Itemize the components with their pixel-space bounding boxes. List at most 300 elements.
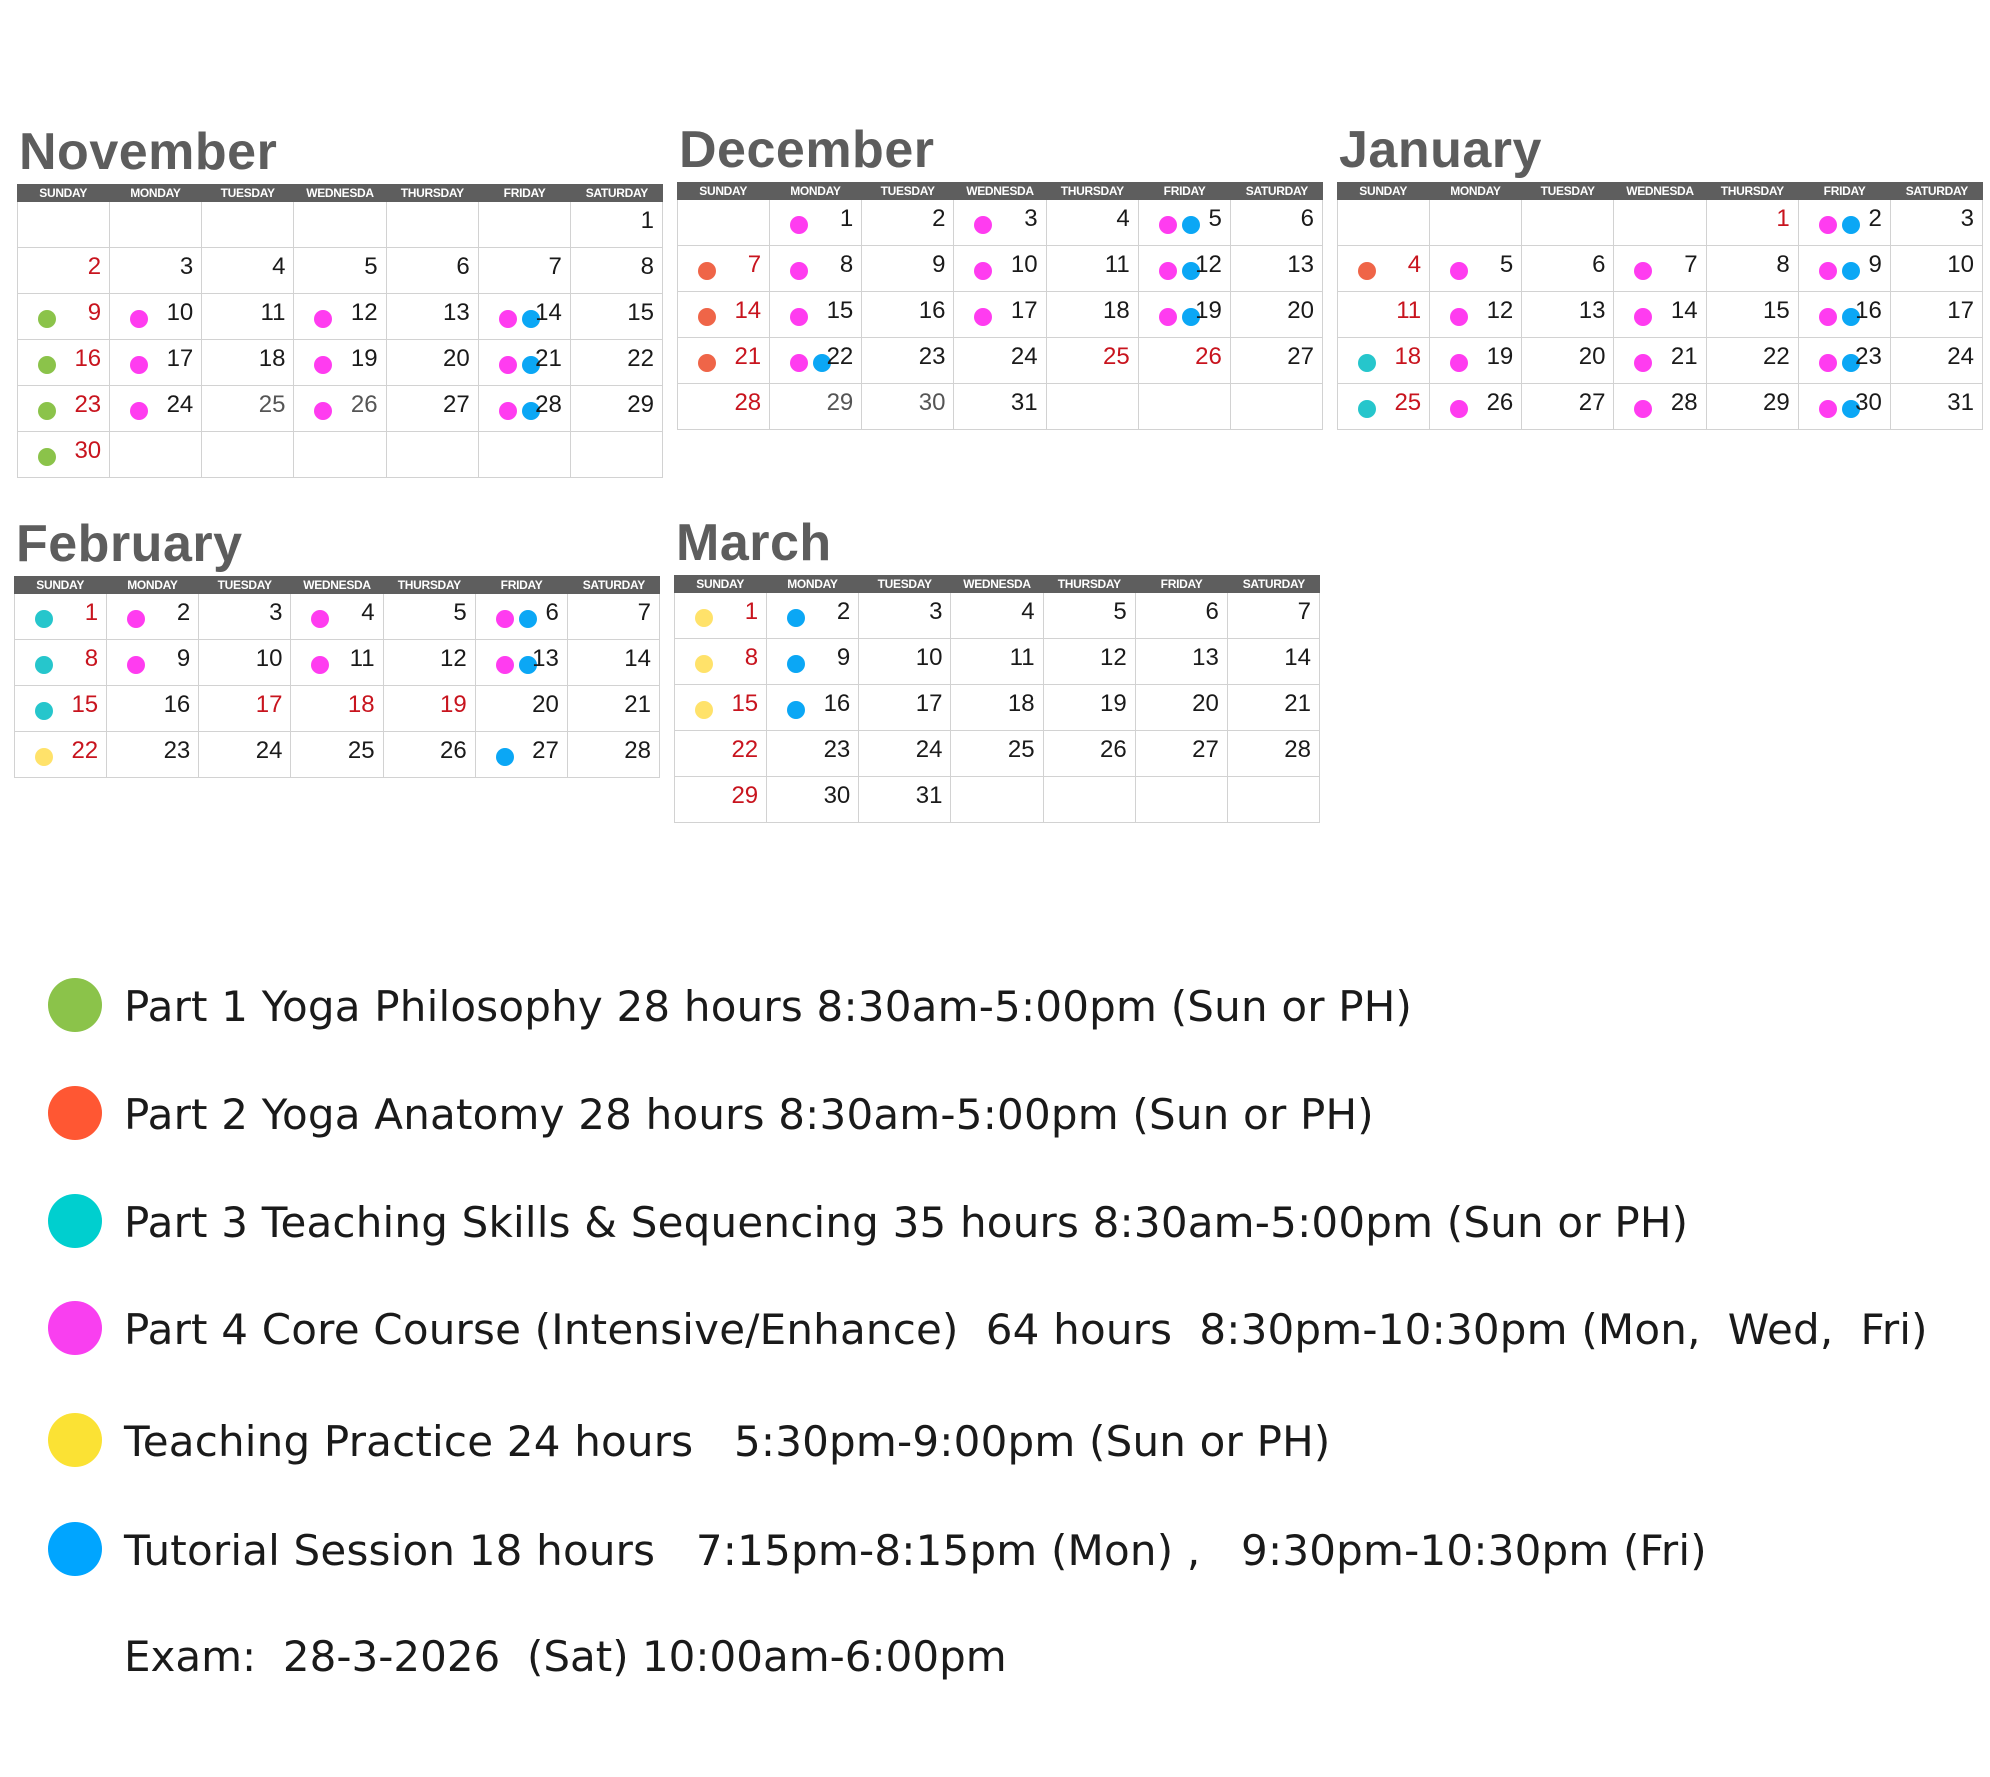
weekday-label: MONDAY bbox=[1450, 184, 1501, 198]
day-number: 12 bbox=[1486, 297, 1514, 324]
day-cell bbox=[859, 593, 951, 639]
day-number: 27 bbox=[1287, 343, 1314, 370]
day-cell bbox=[767, 685, 859, 731]
session-markers bbox=[38, 356, 61, 374]
day-number: 22 bbox=[1763, 343, 1790, 370]
day-number: 21 bbox=[624, 691, 651, 718]
day-cell bbox=[1430, 246, 1522, 292]
empty-day-cell bbox=[110, 202, 202, 248]
day-number: 19 bbox=[1486, 343, 1514, 370]
session-dot-part4 bbox=[130, 402, 148, 420]
day-cell bbox=[1047, 246, 1139, 292]
day-cell bbox=[1044, 593, 1136, 639]
weekday-label: MONDAY bbox=[130, 186, 181, 200]
day-number: 8 bbox=[744, 644, 759, 671]
session-markers bbox=[1634, 354, 1657, 372]
day-cell bbox=[1228, 685, 1320, 731]
day-number: 25 bbox=[1007, 736, 1035, 763]
session-markers bbox=[790, 216, 813, 234]
day-cell bbox=[571, 340, 663, 386]
day-cell bbox=[1614, 292, 1706, 338]
session-markers bbox=[698, 262, 721, 280]
day-cell bbox=[1136, 593, 1228, 639]
day-cell bbox=[859, 777, 951, 823]
empty-day-cell bbox=[479, 202, 571, 248]
day-number: 13 bbox=[1287, 251, 1314, 278]
session-dot-part4 bbox=[130, 356, 148, 374]
weekday-label: TUESDAY bbox=[877, 577, 932, 591]
day-number: 10 bbox=[1010, 251, 1038, 278]
day-number: 5 bbox=[1113, 598, 1127, 625]
empty-day-cell bbox=[1047, 384, 1139, 430]
empty-day-cell bbox=[1231, 384, 1323, 430]
day-number: 10 bbox=[1947, 251, 1974, 278]
weekday-label: FRIDAY bbox=[500, 578, 543, 592]
day-cell bbox=[1047, 200, 1139, 246]
day-number: 15 bbox=[71, 691, 99, 718]
day-cell bbox=[384, 732, 476, 778]
day-number: 5 bbox=[364, 253, 378, 280]
day-cell bbox=[1139, 338, 1231, 384]
day-cell bbox=[294, 248, 386, 294]
day-cell bbox=[1338, 338, 1430, 384]
day-cell bbox=[770, 384, 862, 430]
legend-label-part2: Part 2 Yoga Anatomy 28 hours 8:30am-5:00pm (Sun or PH) bbox=[124, 1090, 1374, 1139]
session-dot-part1 bbox=[38, 356, 56, 374]
session-dot-part1 bbox=[38, 310, 56, 328]
day-number: 31 bbox=[1947, 389, 1974, 416]
day-number: 7 bbox=[548, 253, 562, 280]
session-markers bbox=[698, 308, 721, 326]
session-dot-teaching bbox=[695, 655, 713, 673]
day-number: 10 bbox=[166, 299, 194, 326]
session-dot-part2 bbox=[698, 262, 716, 280]
session-dot-part4 bbox=[499, 402, 517, 420]
session-markers bbox=[1358, 354, 1381, 372]
empty-day-cell bbox=[571, 432, 663, 478]
weekday-label: TUESDAY bbox=[220, 186, 275, 200]
day-cell bbox=[675, 731, 767, 777]
day-number: 23 bbox=[163, 737, 191, 764]
session-dot-part4 bbox=[790, 216, 808, 234]
day-number: 23 bbox=[1855, 343, 1882, 370]
day-cell bbox=[954, 338, 1046, 384]
month-grid bbox=[677, 200, 1323, 430]
month-title: March bbox=[676, 514, 832, 572]
session-markers bbox=[790, 308, 813, 326]
day-number: 22 bbox=[731, 736, 759, 763]
day-number: 2 bbox=[836, 598, 851, 625]
day-cell bbox=[1891, 338, 1983, 384]
session-dot-part4 bbox=[127, 610, 145, 628]
legend-dot-teaching bbox=[48, 1413, 102, 1467]
day-cell bbox=[291, 686, 383, 732]
legend-label-part3: Part 3 Teaching Skills & Sequencing 35 hours 8:30am-5:00pm (Sun or PH) bbox=[124, 1198, 1689, 1247]
day-number: 27 bbox=[532, 737, 559, 764]
day-number: 26 bbox=[1100, 736, 1127, 763]
day-cell bbox=[951, 731, 1043, 777]
session-dot-part4 bbox=[1159, 216, 1177, 234]
day-cell bbox=[1136, 731, 1228, 777]
day-cell bbox=[571, 248, 663, 294]
session-markers bbox=[695, 609, 718, 627]
day-cell bbox=[1044, 639, 1136, 685]
day-cell bbox=[202, 386, 294, 432]
session-dot-part3 bbox=[1358, 400, 1376, 418]
day-cell bbox=[1614, 246, 1706, 292]
day-number: 16 bbox=[918, 297, 946, 324]
day-cell bbox=[1139, 246, 1231, 292]
legend-label-tutorial: Tutorial Session 18 hours 7:15pm-8:15pm (Mon) , 9:30pm-10:30pm (Fri) bbox=[124, 1526, 1707, 1575]
day-number: 11 bbox=[260, 299, 286, 326]
day-cell bbox=[767, 593, 859, 639]
day-number: 23 bbox=[823, 736, 851, 763]
calendar-feb bbox=[14, 510, 660, 778]
day-number: 6 bbox=[1205, 598, 1219, 625]
session-markers bbox=[1450, 400, 1473, 418]
session-dot-part4 bbox=[311, 656, 329, 674]
day-cell bbox=[107, 732, 199, 778]
session-dot-part4 bbox=[1634, 308, 1652, 326]
day-number: 13 bbox=[532, 645, 559, 672]
day-cell bbox=[1136, 639, 1228, 685]
session-dot-part3 bbox=[35, 656, 53, 674]
day-cell bbox=[199, 686, 291, 732]
day-cell bbox=[1136, 685, 1228, 731]
day-number: 21 bbox=[734, 343, 762, 370]
session-markers bbox=[314, 402, 337, 420]
day-cell bbox=[479, 340, 571, 386]
empty-day-cell bbox=[479, 432, 571, 478]
session-markers bbox=[695, 655, 718, 673]
session-markers bbox=[1159, 216, 1205, 234]
day-number: 21 bbox=[1284, 690, 1311, 717]
day-number: 29 bbox=[826, 389, 854, 416]
exam-info: Exam: 28-3-2026 (Sat) 10:00am-6:00pm bbox=[124, 1632, 1007, 1681]
session-dot-part4 bbox=[311, 610, 329, 628]
day-cell bbox=[954, 292, 1046, 338]
day-number: 17 bbox=[255, 691, 283, 718]
day-number: 1 bbox=[84, 599, 99, 626]
day-number: 5 bbox=[453, 599, 467, 626]
session-dot-tutorial bbox=[1842, 216, 1860, 234]
day-number: 29 bbox=[627, 391, 654, 418]
day-number: 1 bbox=[839, 205, 854, 232]
session-dot-part4 bbox=[496, 610, 514, 628]
day-cell bbox=[476, 732, 568, 778]
weekday-label: THURSDAY bbox=[1720, 184, 1784, 198]
day-cell bbox=[15, 732, 107, 778]
session-markers bbox=[38, 448, 61, 466]
day-number: 16 bbox=[74, 345, 102, 372]
day-number: 19 bbox=[350, 345, 378, 372]
session-dot-part3 bbox=[35, 610, 53, 628]
day-cell bbox=[1228, 731, 1320, 777]
day-cell bbox=[1139, 292, 1231, 338]
month-title: November bbox=[19, 123, 278, 181]
weekday-header bbox=[674, 575, 1320, 593]
weekday-label: MONDAY bbox=[787, 577, 838, 591]
day-cell bbox=[951, 685, 1043, 731]
day-cell bbox=[1522, 384, 1614, 430]
weekday-label: SATURDAY bbox=[1905, 184, 1968, 198]
weekday-label: WEDNESDA bbox=[966, 184, 1034, 198]
day-cell bbox=[294, 386, 386, 432]
session-dot-part4 bbox=[1634, 400, 1652, 418]
weekday-header bbox=[677, 182, 1323, 200]
month-grid bbox=[1337, 200, 1983, 430]
day-cell bbox=[862, 246, 954, 292]
session-markers bbox=[1819, 216, 1865, 234]
weekday-label: SUNDAY bbox=[1359, 184, 1408, 198]
session-markers bbox=[496, 610, 542, 628]
session-dot-part4 bbox=[127, 656, 145, 674]
day-number: 23 bbox=[918, 343, 946, 370]
day-number: 3 bbox=[1960, 205, 1974, 232]
day-number: 11 bbox=[349, 645, 375, 672]
day-cell bbox=[770, 200, 862, 246]
day-number: 25 bbox=[347, 737, 375, 764]
day-number: 9 bbox=[176, 645, 191, 672]
day-number: 15 bbox=[826, 297, 854, 324]
session-dot-part4 bbox=[314, 310, 332, 328]
weekday-label: FRIDAY bbox=[1163, 184, 1206, 198]
day-number: 17 bbox=[915, 690, 943, 717]
weekday-label: FRIDAY bbox=[1823, 184, 1866, 198]
day-number: 4 bbox=[1407, 251, 1422, 278]
session-markers bbox=[1358, 400, 1381, 418]
day-number: 2 bbox=[1868, 205, 1882, 232]
day-cell bbox=[1707, 292, 1799, 338]
day-number: 26 bbox=[1486, 389, 1514, 416]
day-number: 18 bbox=[1103, 297, 1130, 324]
weekday-label: THURSDAY bbox=[397, 578, 461, 592]
day-cell bbox=[678, 246, 770, 292]
weekday-label: THURSDAY bbox=[400, 186, 464, 200]
day-cell bbox=[767, 731, 859, 777]
day-cell bbox=[479, 248, 571, 294]
day-cell bbox=[387, 340, 479, 386]
weekday-label: TUESDAY bbox=[880, 184, 935, 198]
legend-label-teaching: Teaching Practice 24 hours 5:30pm-9:00pm (Sun or PH) bbox=[124, 1417, 1331, 1466]
day-cell bbox=[107, 686, 199, 732]
day-cell bbox=[1047, 338, 1139, 384]
calendar-jan bbox=[1337, 116, 1983, 430]
day-cell bbox=[202, 248, 294, 294]
day-number: 25 bbox=[258, 391, 286, 418]
month-grid bbox=[674, 593, 1320, 823]
day-number: 14 bbox=[734, 297, 762, 324]
day-cell bbox=[294, 340, 386, 386]
empty-day-cell bbox=[294, 202, 386, 248]
day-number: 1 bbox=[640, 207, 654, 234]
day-number: 7 bbox=[1297, 598, 1311, 625]
day-cell bbox=[1614, 338, 1706, 384]
session-dot-part4 bbox=[974, 308, 992, 326]
legend-dot-tutorial bbox=[48, 1522, 102, 1576]
empty-day-cell bbox=[1338, 200, 1430, 246]
day-number: 13 bbox=[443, 299, 470, 326]
session-dot-part4 bbox=[1634, 354, 1652, 372]
day-number: 2 bbox=[176, 599, 191, 626]
day-number: 26 bbox=[1195, 343, 1222, 370]
session-dot-tutorial bbox=[787, 609, 805, 627]
empty-day-cell bbox=[18, 202, 110, 248]
session-markers bbox=[974, 308, 997, 326]
day-number: 28 bbox=[535, 391, 562, 418]
session-markers bbox=[1450, 354, 1473, 372]
day-cell bbox=[1338, 246, 1430, 292]
day-cell bbox=[951, 593, 1043, 639]
day-cell bbox=[1891, 292, 1983, 338]
day-cell bbox=[1891, 384, 1983, 430]
day-cell bbox=[1044, 731, 1136, 777]
session-dot-part2 bbox=[698, 308, 716, 326]
weekday-label: WEDNESDA bbox=[963, 577, 1031, 591]
session-markers bbox=[496, 748, 519, 766]
session-dot-part4 bbox=[790, 354, 808, 372]
day-cell bbox=[18, 340, 110, 386]
day-number: 24 bbox=[255, 737, 283, 764]
day-number: 10 bbox=[915, 644, 943, 671]
session-dot-part4 bbox=[1819, 262, 1837, 280]
day-cell bbox=[675, 593, 767, 639]
day-number: 8 bbox=[84, 645, 99, 672]
legend-dot-part1 bbox=[48, 978, 102, 1032]
day-number: 24 bbox=[1010, 343, 1038, 370]
weekday-label: SUNDAY bbox=[696, 577, 745, 591]
day-number: 12 bbox=[1195, 251, 1222, 278]
session-markers bbox=[311, 610, 334, 628]
day-cell bbox=[107, 594, 199, 640]
day-number: 4 bbox=[272, 253, 286, 280]
day-cell bbox=[1799, 200, 1891, 246]
session-dot-part3 bbox=[1358, 354, 1376, 372]
day-number: 24 bbox=[1947, 343, 1974, 370]
empty-day-cell bbox=[1522, 200, 1614, 246]
session-dot-part4 bbox=[1819, 354, 1837, 372]
session-dot-part4 bbox=[1634, 262, 1652, 280]
day-cell bbox=[15, 686, 107, 732]
session-markers bbox=[35, 656, 58, 674]
day-number: 28 bbox=[1670, 389, 1698, 416]
day-cell bbox=[675, 639, 767, 685]
empty-day-cell bbox=[951, 777, 1043, 823]
day-number: 26 bbox=[440, 737, 467, 764]
day-cell bbox=[862, 384, 954, 430]
day-cell bbox=[476, 640, 568, 686]
day-cell bbox=[387, 248, 479, 294]
session-dot-part4 bbox=[1159, 308, 1177, 326]
session-dot-part4 bbox=[496, 656, 514, 674]
session-markers bbox=[974, 216, 997, 234]
day-cell bbox=[199, 732, 291, 778]
day-number: 7 bbox=[747, 251, 762, 278]
session-markers bbox=[35, 748, 58, 766]
day-number: 7 bbox=[1684, 251, 1698, 278]
day-cell bbox=[859, 639, 951, 685]
weekday-label: TUESDAY bbox=[217, 578, 272, 592]
day-number: 2 bbox=[932, 205, 946, 232]
day-cell bbox=[1891, 200, 1983, 246]
month-title: February bbox=[16, 515, 243, 573]
weekday-header bbox=[1337, 182, 1983, 200]
day-number: 27 bbox=[1578, 389, 1606, 416]
day-number: 3 bbox=[269, 599, 283, 626]
day-cell bbox=[1522, 338, 1614, 384]
session-markers bbox=[1634, 400, 1657, 418]
session-markers bbox=[130, 402, 153, 420]
day-cell bbox=[384, 640, 476, 686]
day-number: 25 bbox=[1394, 389, 1422, 416]
day-cell bbox=[1891, 246, 1983, 292]
day-cell bbox=[1707, 384, 1799, 430]
session-dot-tutorial bbox=[519, 610, 537, 628]
weekday-label: SATURDAY bbox=[1242, 577, 1305, 591]
day-number: 1 bbox=[1776, 205, 1790, 232]
day-number: 2 bbox=[87, 253, 102, 280]
session-dot-teaching bbox=[35, 748, 53, 766]
day-cell bbox=[859, 731, 951, 777]
session-dot-tutorial bbox=[496, 748, 514, 766]
session-markers bbox=[695, 701, 718, 719]
day-cell bbox=[1799, 384, 1891, 430]
session-dot-part4 bbox=[974, 216, 992, 234]
day-cell bbox=[15, 640, 107, 686]
session-dot-part2 bbox=[698, 354, 716, 372]
session-dot-part4 bbox=[1450, 308, 1468, 326]
day-number: 20 bbox=[1192, 690, 1219, 717]
day-number: 5 bbox=[1208, 205, 1222, 232]
day-number: 19 bbox=[1195, 297, 1222, 324]
session-dot-tutorial bbox=[787, 701, 805, 719]
session-dot-part4 bbox=[499, 310, 517, 328]
session-markers bbox=[790, 262, 813, 280]
session-markers bbox=[38, 310, 61, 328]
session-markers bbox=[1450, 262, 1473, 280]
day-number: 11 bbox=[1009, 644, 1035, 671]
calendar-dec bbox=[677, 116, 1323, 430]
day-cell bbox=[1139, 200, 1231, 246]
day-number: 12 bbox=[350, 299, 378, 326]
day-number: 3 bbox=[929, 598, 943, 625]
day-number: 20 bbox=[443, 345, 470, 372]
day-number: 14 bbox=[1670, 297, 1698, 324]
session-markers bbox=[1634, 308, 1657, 326]
day-number: 8 bbox=[1776, 251, 1790, 278]
day-cell bbox=[675, 685, 767, 731]
session-dot-part4 bbox=[499, 356, 517, 374]
day-number: 25 bbox=[1103, 343, 1130, 370]
day-cell bbox=[199, 594, 291, 640]
day-cell bbox=[862, 292, 954, 338]
day-cell bbox=[1228, 639, 1320, 685]
day-cell bbox=[862, 338, 954, 384]
day-number: 12 bbox=[440, 645, 467, 672]
weekday-label: SUNDAY bbox=[36, 578, 85, 592]
session-dot-tutorial bbox=[1182, 216, 1200, 234]
day-cell bbox=[294, 294, 386, 340]
session-markers bbox=[1358, 262, 1381, 280]
day-number: 12 bbox=[1100, 644, 1127, 671]
session-dot-teaching bbox=[695, 701, 713, 719]
day-number: 9 bbox=[87, 299, 102, 326]
session-dot-part4 bbox=[1819, 400, 1837, 418]
weekday-label: SUNDAY bbox=[699, 184, 748, 198]
legend-label-part1: Part 1 Yoga Philosophy 28 hours 8:30am-5:00pm (Sun or PH) bbox=[124, 982, 1413, 1031]
session-markers bbox=[35, 702, 58, 720]
day-number: 6 bbox=[1300, 205, 1314, 232]
